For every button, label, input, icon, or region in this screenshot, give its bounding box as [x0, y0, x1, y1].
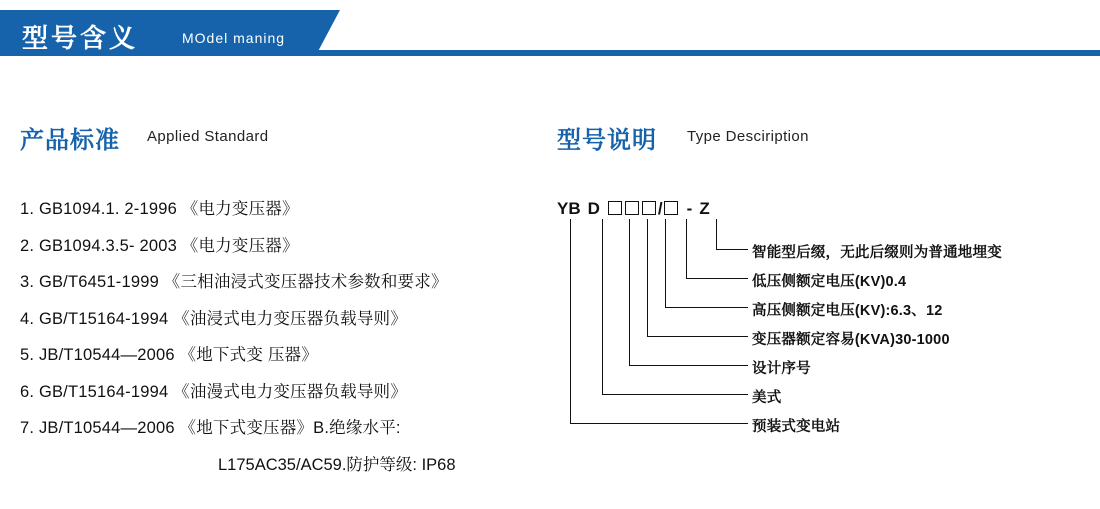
type-title-cn: 型号说明: [557, 127, 657, 154]
leader-line-vertical-1: [716, 219, 717, 249]
code-box-2: [625, 201, 639, 215]
legend-label-4: 变压器额定容易(KVA)30-1000: [752, 332, 950, 348]
type-code-diagram: [540, 185, 1100, 445]
list-item: 2. GB1094.3.5- 2003 《电力变压器》: [20, 236, 299, 255]
type-title-en: Type Desciription: [687, 128, 809, 145]
leader-line-vertical-6: [602, 219, 603, 394]
header-underline-thin: [375, 50, 1100, 53]
leader-line-horizontal-4: [647, 336, 748, 337]
legend-label-7: 预装式变电站: [752, 419, 841, 435]
leader-line-horizontal-1: [716, 249, 748, 250]
model-code-row: [557, 199, 710, 219]
standards-title-en: Applied Standard: [147, 128, 269, 145]
legend-label-5: 设计序号: [752, 361, 811, 377]
leader-line-vertical-7: [570, 219, 571, 423]
page-header: [0, 0, 1100, 58]
legend-label-1: 智能型后缀，无此后缀则为普通地埋变: [752, 245, 1002, 261]
leader-line-vertical-4: [647, 219, 648, 336]
legend-label-3: 高压侧额定电压(KV):6.3、12: [752, 303, 943, 319]
legend-label-2: 低压侧额定电压(KV)0.4: [752, 274, 907, 290]
list-item: 1. GB1094.1. 2-1996 《电力变压器》: [20, 200, 299, 218]
list-item: 6. GB/T15164-1994 《油漫式电力变压器负载导则》: [20, 382, 407, 401]
leader-line-horizontal-3: [665, 307, 748, 308]
header-title-cn: 型号含义: [22, 23, 139, 53]
code-letter-z: Z: [699, 199, 710, 218]
list-item: 7. JB/T10544—2006 《地下式变压器》B.绝缘水平:: [20, 419, 401, 437]
code-box-1: [608, 201, 622, 215]
code-box-4: [664, 201, 678, 215]
leader-line-horizontal-6: [602, 394, 748, 395]
legend-label-6: 美式: [752, 390, 782, 406]
leader-line-horizontal-5: [629, 365, 748, 366]
list-item: 4. GB/T15164-1994 《油浸式电力变压器负载导则》: [20, 309, 407, 328]
leader-line-vertical-3: [665, 219, 666, 307]
leader-line-vertical-5: [629, 219, 630, 365]
list-item: 3. GB/T6451-1999 《三相油浸式变压器技术参数和要求》: [20, 273, 448, 291]
list-item: 5. JB/T10544—2006 《地下式变 压器》: [20, 346, 318, 364]
list-item-continuation: L175AC35/AC59.防护等级: IP68: [218, 455, 456, 474]
code-letter-d: D: [587, 199, 600, 218]
leader-line-vertical-2: [686, 219, 687, 278]
standards-title-cn: 产品标准: [20, 127, 120, 154]
standards-list: [20, 195, 550, 487]
code-box-3: [642, 201, 656, 215]
leader-line-horizontal-2: [686, 278, 748, 279]
code-prefix: YB: [557, 199, 581, 218]
code-dash: -: [686, 199, 693, 218]
code-slash: /: [657, 199, 663, 218]
leader-line-horizontal-7: [570, 423, 748, 424]
header-title-en: MOdel maning: [182, 30, 286, 46]
